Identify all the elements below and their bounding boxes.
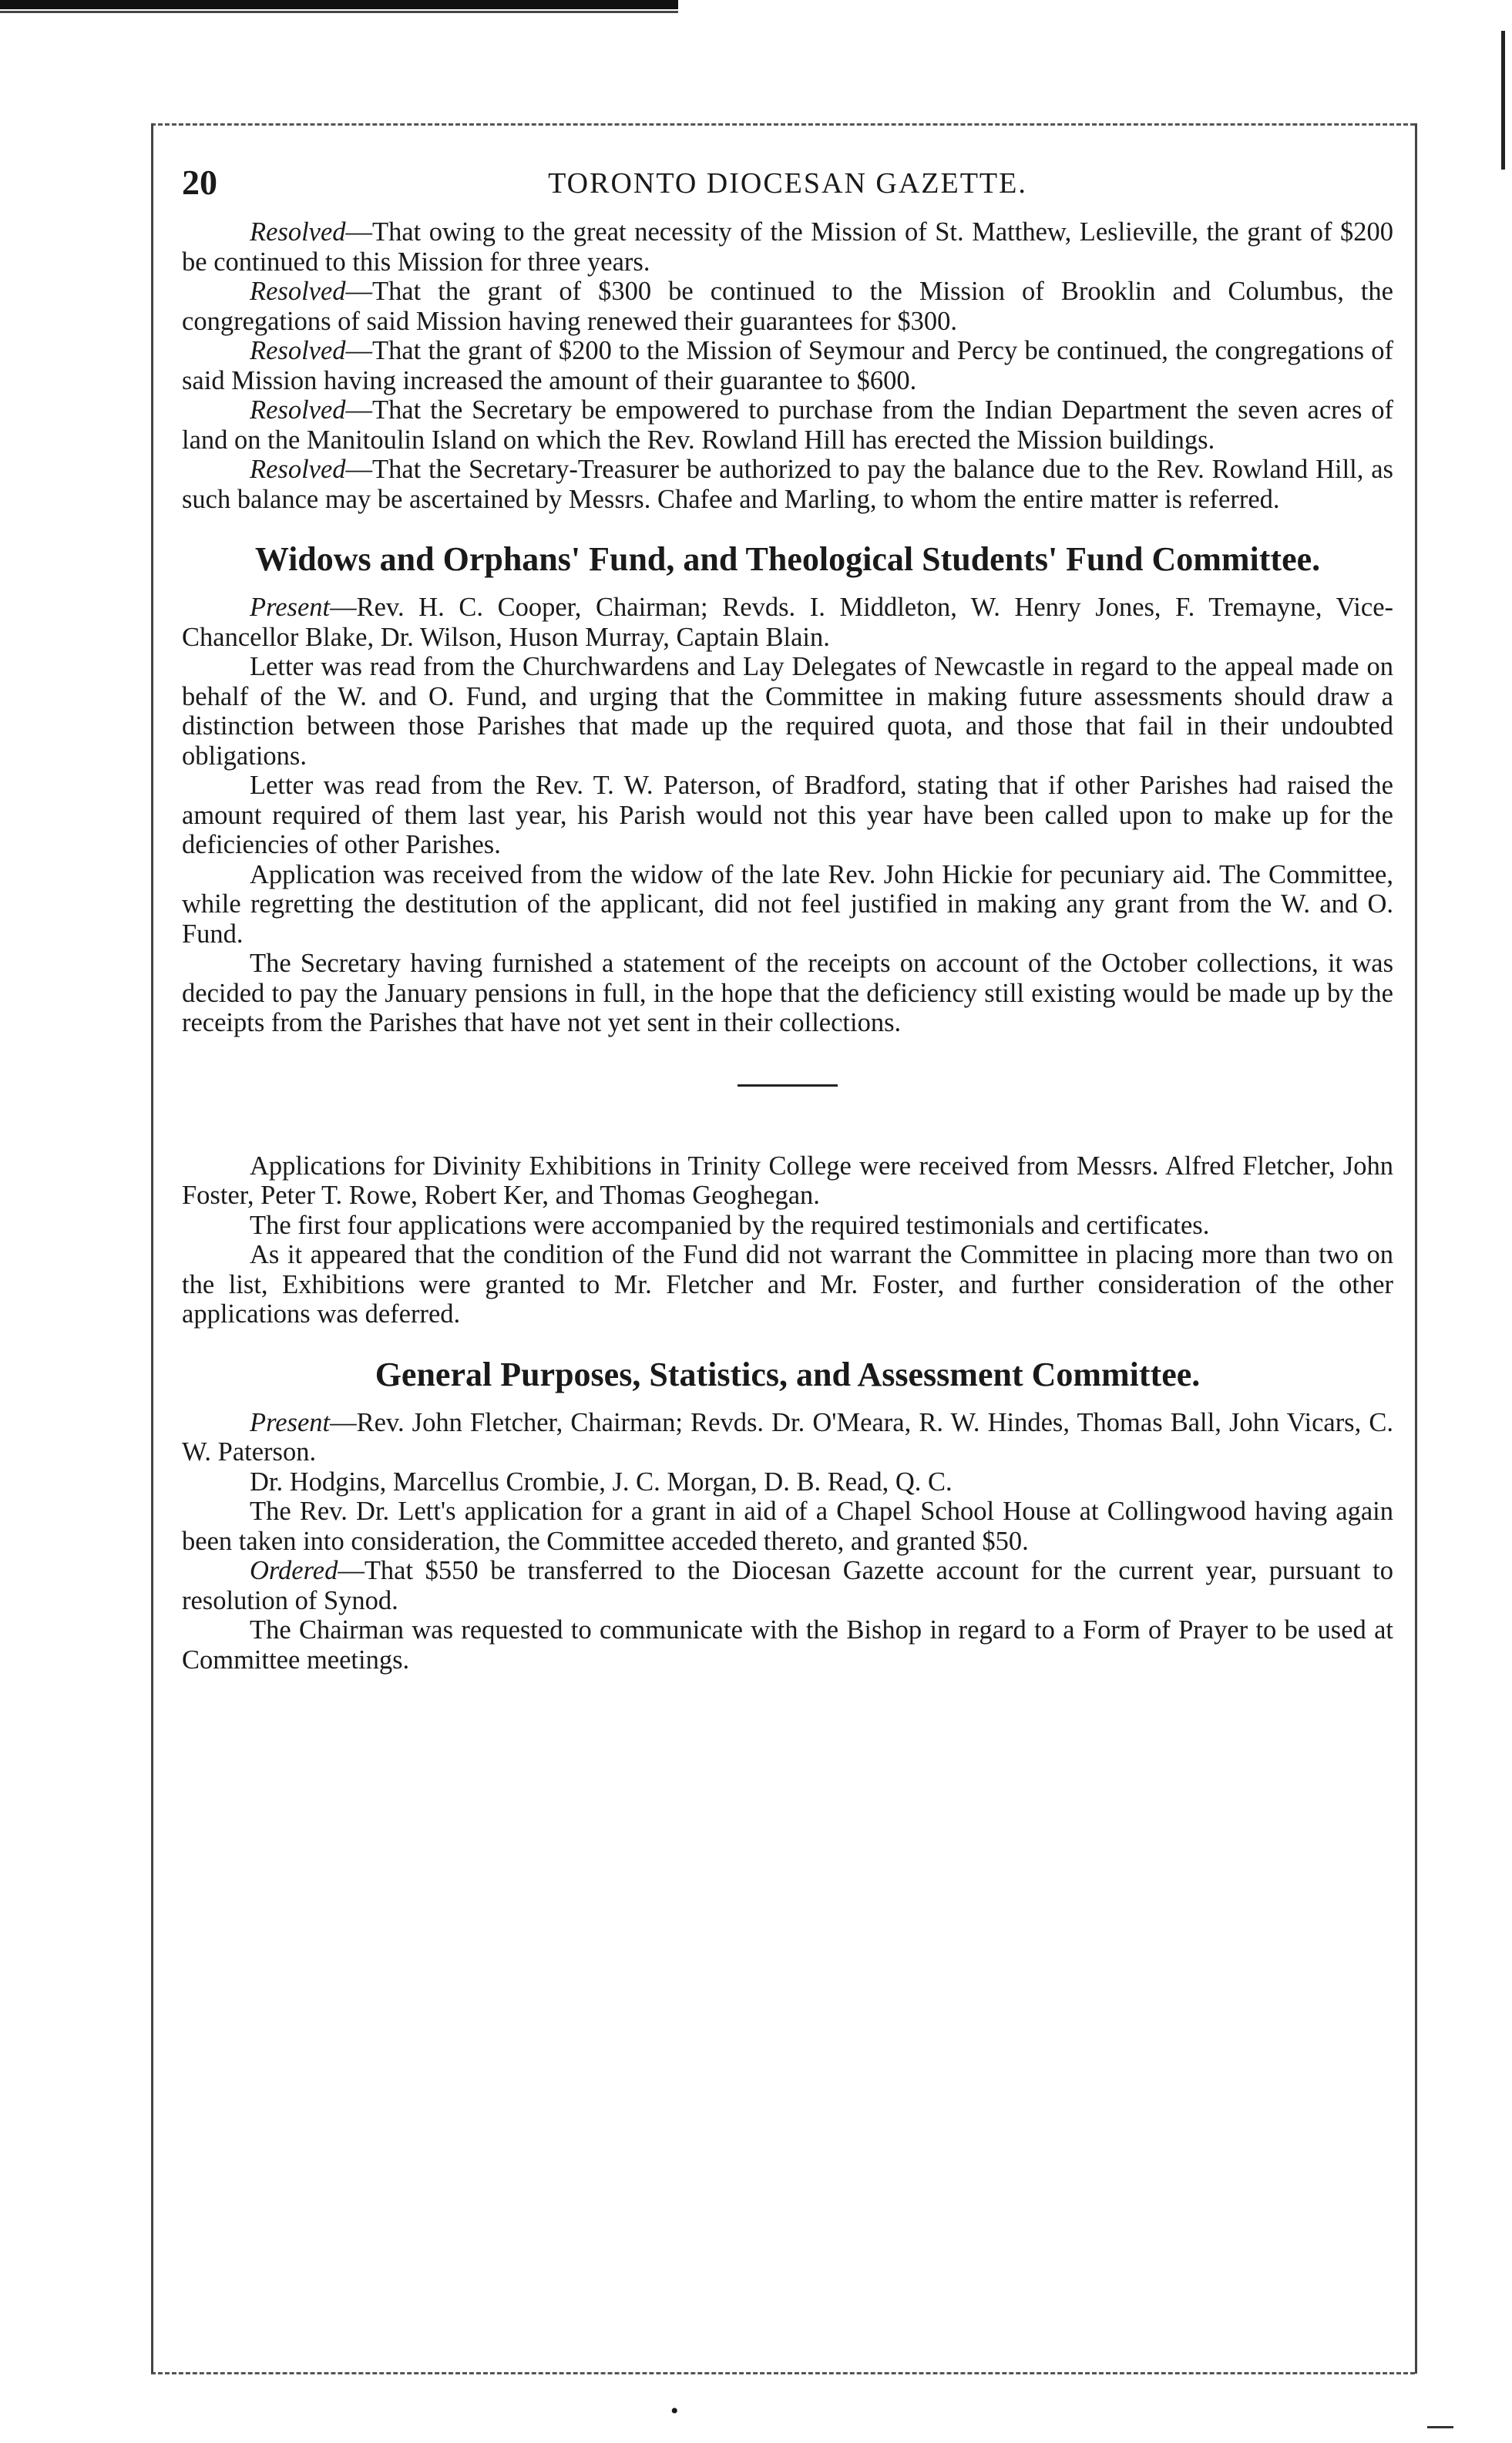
paragraph [182,949,1393,1038]
paragraph-text: Letter was read from the Churchwardens and Lay Delegates of Newcastle in regard to the appeal made on behalf of the W. and O. Fund, and urging that the Committee in making future assessments should draw a distinction between those Parishes that made up the required quota, and those that fail in their undoubted obligations. [182,652,1393,771]
paragraph [182,860,1393,949]
corner-mark [1427,2426,1453,2428]
scan-edge-right [1501,31,1505,170]
paragraph-text: The Chairman was requested to communicate with the Bishop in regard to a Form of Prayer to be used at Committee meetings. [182,1615,1393,1675]
page-frame-left [151,123,153,2374]
lead-word: Present [250,1407,331,1437]
paragraph-text: The Secretary having furnished a statement of the receipts on account of the October collections, it was decided to pay the January pensions in full, in the hope that the deficiency still existing would be made up by the receipts from the Parishes that have not yet sent in their collections. [182,949,1393,1037]
paragraph [182,217,1393,277]
paragraph-text: —That owing to the great necessity of the Mission of St. Matthew, Leslieville, the grant of $200 be continued to this Mission for three years. [182,217,1393,277]
paragraph [182,1408,1393,1467]
paragraph [182,771,1393,860]
paragraph [182,395,1393,455]
paragraph [182,455,1393,514]
section-heading-general-purposes: General Purposes, Statistics, and Assessment Committee. [375,1355,1201,1393]
lead-word: Resolved [250,455,346,484]
running-head: TORONTO DIOCESAN GAZETTE. [548,167,1027,200]
gazette-page [182,162,1393,1675]
footer-mark: • [670,2398,679,2424]
paragraph [182,652,1393,771]
paragraph-text: Letter was read from the Rev. T. W. Paterson, of Bradford, stating that if other Parishes had raised the amount required of them last year, his Parish would not this year have been called upon to make up for the deficiencies of other Parishes. [182,771,1393,859]
page-frame-top [151,123,1415,126]
page-number: 20 [182,163,217,202]
paragraph-text: As it appeared that the condition of the Fund did not warrant the Committee in placing more than two on the list, Exhibitions were granted to Mr. Fletcher and Mr. Foster, and further consideration of the other applications was deferred. [182,1240,1393,1329]
paragraph [182,1211,1393,1241]
paragraph-text: Dr. Hodgins, Marcellus Crombie, J. C. Morgan, D. B. Read, Q. C. [250,1467,953,1497]
paragraph-text: —That $550 be transferred to the Diocesan Gazette account for the current year, pursuant to resolution of Synod. [182,1556,1393,1615]
paragraph-text: The first four applications were accompanied by the required testimonials and certificates. [250,1210,1210,1240]
lead-word: Resolved [250,336,346,365]
page-header [182,162,1393,208]
paragraph [182,1467,1393,1497]
lead-word: Ordered [250,1556,338,1585]
lead-word: Resolved [250,217,346,247]
paragraph [182,1240,1393,1329]
section-divider [738,1084,838,1087]
paragraph-text: —Rev. John Fletcher, Chairman; Revds. Dr. O'Meara, R. W. Hindes, Thomas Ball, John Vicars, C. W. Paterson. [182,1407,1393,1467]
section-resolutions [182,217,1393,514]
paragraph [182,593,1393,652]
lead-word: Resolved [250,395,346,425]
paragraph-text: —That the grant of $300 be continued to the Mission of Brooklin and Columbus, the congregations of said Mission having renewed their guarantees for $300. [182,277,1393,336]
scan-edge-bar [0,0,678,9]
paragraph [182,277,1393,336]
paragraph-text: The Rev. Dr. Lett's application for a grant in aid of a Chapel School House at Collingwood having again been taken into consideration, the Committee acceded thereto, and granted $50. [182,1497,1393,1556]
page-frame-bottom [151,2372,1415,2374]
scan-edge-line [0,11,678,13]
paragraph [182,1151,1393,1211]
paragraph [182,1556,1393,1615]
paragraph-text: Application was received from the widow of the late Rev. John Hickie for pecuniary aid. The Committee, while regretting the destitution of the applicant, did not feel justified in making any grant from the W. and O. Fund. [182,859,1393,949]
paragraph-text: Applications for Divinity Exhibitions in Trinity College were received from Messrs. Alfred Fletcher, John Foster, Peter T. Rowe, Robert Ker, and Thomas Geoghegan. [182,1151,1393,1210]
section-widows-orphans-fund [182,593,1393,1038]
paragraph-text: —Rev. H. C. Cooper, Chairman; Revds. I. Middleton, W. Henry Jones, F. Tremayne, Vice-Chancellor Blake, Dr. Wilson, Huson Murray, Captain Blain. [182,593,1393,652]
paragraph-text: —That the Secretary be empowered to purchase from the Indian Department the seven acres of land on the Manitoulin Island on which the Rev. Rowland Hill has erected the Mission buildings. [182,395,1393,455]
lead-word: Resolved [250,277,346,306]
paragraph [182,336,1393,395]
section-divinity-exhibitions [182,1151,1393,1329]
page-frame-right [1415,123,1417,2374]
paragraph [182,1497,1393,1556]
paragraph-text: —That the grant of $200 to the Mission of Seymour and Percy be continued, the congregations of said Mission having increased the amount of their guarantee to $600. [182,336,1393,395]
paragraph-text: —That the Secretary-Treasurer be authorized to pay the balance due to the Rev. Rowland Hill, as such balance may be ascertained by Messrs. Chafee and Marling, to whom the entire matter is referred. [182,455,1393,514]
section-general-purposes [182,1408,1393,1675]
paragraph [182,1615,1393,1675]
lead-word: Present [250,593,331,622]
section-heading-widows-orphans-fund: Widows and Orphans' Fund, and Theological Students' Fund Committee. [254,540,1321,578]
